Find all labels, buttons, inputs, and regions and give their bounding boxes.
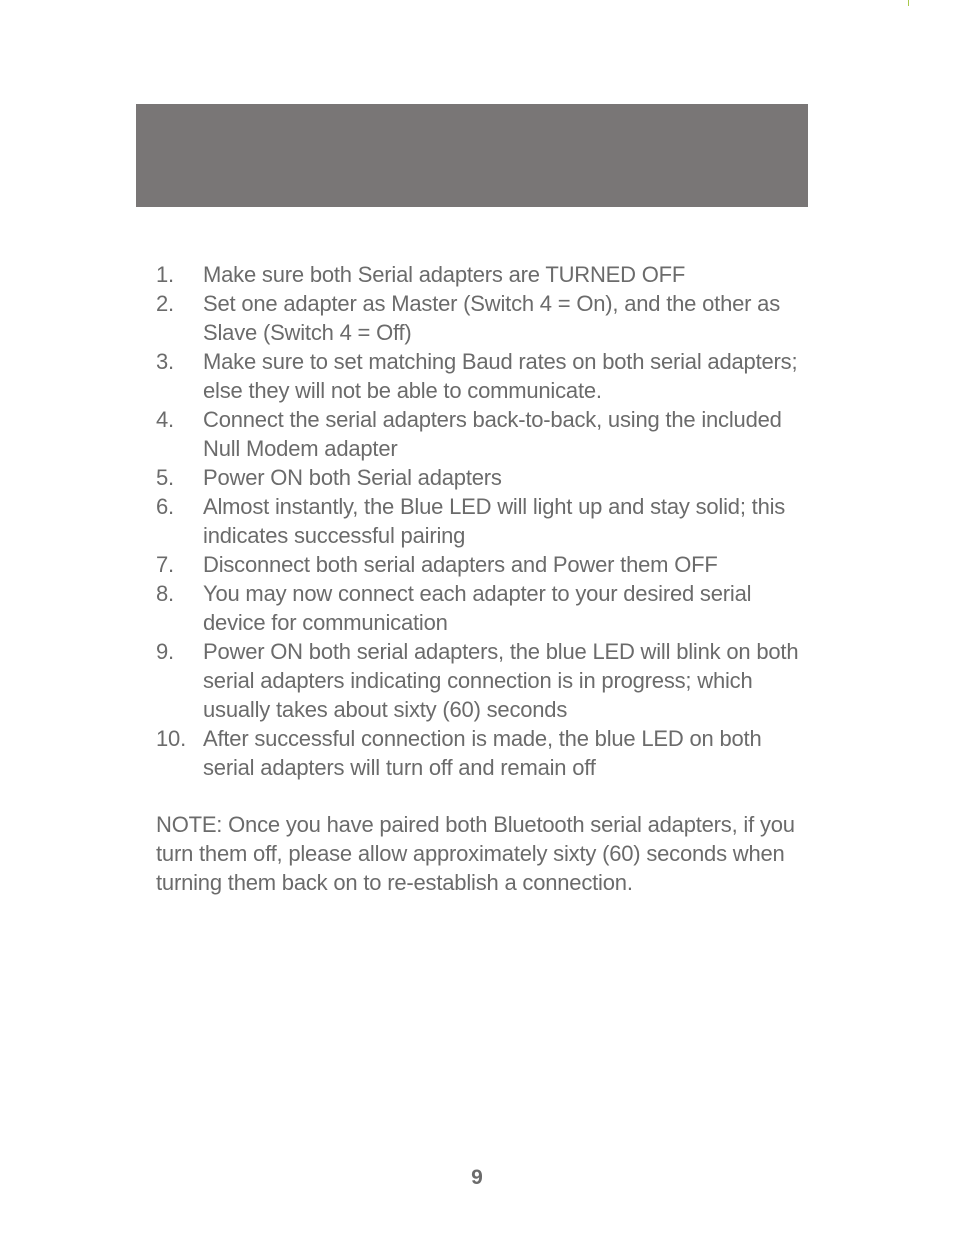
step-text: Make sure to set matching Baud rates on both serial adapters; else they will not be able to communicate. (203, 349, 798, 403)
step-text: You may now connect each adapter to your desired serial device for communication (203, 581, 752, 635)
step-number: 9. (156, 639, 174, 664)
step-text: Disconnect both serial adapters and Power them OFF (203, 552, 718, 577)
step-number: 3. (156, 349, 174, 374)
step-number: 10. (156, 726, 186, 751)
step-text: After successful connection is made, the blue LED on both serial adapters will turn off and remain off (203, 726, 762, 780)
step-number: 1. (156, 262, 174, 287)
steps-list (156, 260, 816, 782)
step-text: Make sure both Serial adapters are TURNED OFF (203, 262, 686, 287)
step-text: Power ON both serial adapters, the blue LED will blink on both serial adapters indicating connection is in progress; which usually takes about sixty (60) seconds (203, 639, 799, 722)
list-item (156, 579, 816, 637)
header-band (136, 104, 808, 207)
list-item (156, 405, 816, 463)
step-number: 7. (156, 552, 174, 577)
step-number: 4. (156, 407, 174, 432)
list-item (156, 637, 816, 724)
step-number: 6. (156, 494, 174, 519)
page-content (156, 260, 816, 919)
step-number: 8. (156, 581, 174, 606)
crop-mark (908, 0, 909, 6)
list-item (156, 724, 816, 782)
list-item (156, 347, 816, 405)
step-text: Power ON both Serial adapters (203, 465, 502, 490)
step-text: Almost instantly, the Blue LED will light up and stay solid; this indicates successful pairing (203, 494, 786, 548)
page-number: 9 (471, 1166, 483, 1189)
step-number: 5. (156, 465, 174, 490)
list-item (156, 289, 816, 347)
step-text: Set one adapter as Master (Switch 4 = On), and the other as Slave (Switch 4 = Off) (203, 291, 781, 345)
list-item (156, 492, 816, 550)
step-number: 2. (156, 291, 174, 316)
list-item (156, 463, 816, 492)
note-paragraph: NOTE: Once you have paired both Bluetooth serial adapters, if you turn them off, please allow approximately sixty (60) seconds when turning them back on to re-establish a connection. (156, 812, 795, 895)
list-item (156, 550, 816, 579)
step-text: Connect the serial adapters back-to-back, using the included Null Modem adapter (203, 407, 782, 461)
list-item (156, 260, 816, 289)
